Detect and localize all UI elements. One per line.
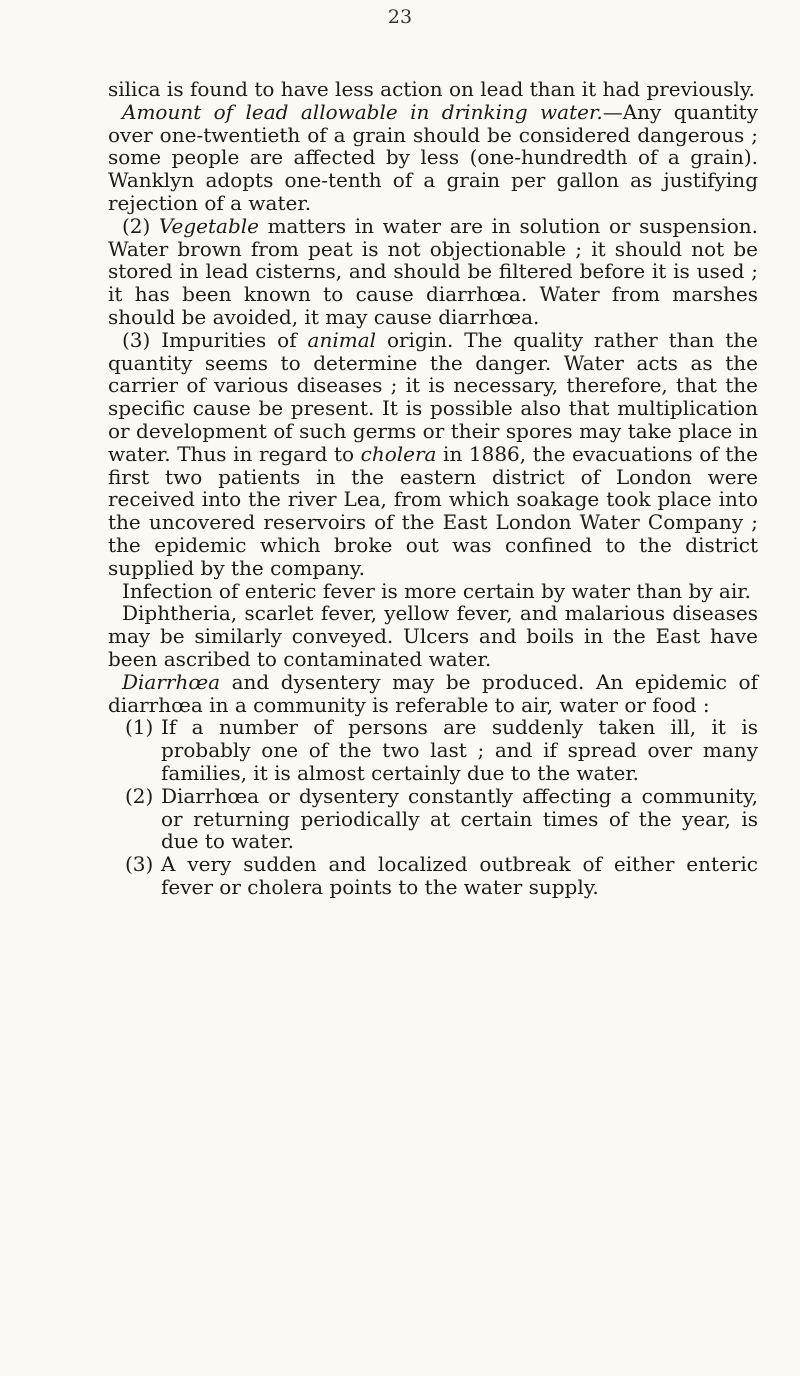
paragraph-text: matters in water are in solution or suspension. Water brown from peat is not objectionable ; it should not be stored in lead cisterns, and should be filtered before it is used ; it has been known to cause diarrhœa. Water from marshes should be avoided, it may cause diarrhœa. bbox=[108, 213, 759, 329]
paragraph-text: origin. The quality rather than the quantity seems to determine the danger. Water acts as the carrier of various diseases ; it is necessary, therefore, that the specific cause be present. It is possible also that multiplication or development of such germs or their spores may take place in water. Thus in regard to bbox=[108, 327, 758, 466]
paragraph-vegetable-matters bbox=[108, 215, 758, 329]
list-item-number: (1) bbox=[125, 715, 154, 740]
list-item-text: A very sudden and localized outbreak of either enteric fever or cholera points to the water supply. bbox=[161, 852, 758, 899]
heading-italic: Amount of lead allowable in drinking water. bbox=[122, 99, 603, 124]
paragraph-diarrhoea bbox=[108, 671, 758, 717]
list-item-number: (2) bbox=[125, 783, 154, 808]
emphasis-italic: animal bbox=[307, 327, 377, 352]
emphasis-italic: Vegetable bbox=[158, 213, 259, 238]
list-item bbox=[108, 853, 758, 899]
paragraph-animal-impurities bbox=[108, 329, 758, 580]
page-number: 23 bbox=[387, 6, 413, 28]
paragraph-text: Diphtheria, scarlet fever, yellow fever, and malarious diseases may be similarly conveyed. Ulcers and boils in the East have been ascribed to contaminated water. bbox=[108, 601, 758, 671]
paragraph-text: in 1886, the evacuations of the first two patients in the eastern district of London were received into the river Lea, from which soakage took place into the uncovered reservoirs of the East London Water Company ; the epidemic which broke out was confined to the district supplied by the company. bbox=[108, 441, 758, 580]
emphasis-italic: cholera bbox=[360, 441, 437, 466]
list-item-text: If a number of persons are suddenly taken ill, it is probably one of the two last ; and if spread over many families, it is almost certainly due to the water. bbox=[161, 715, 758, 785]
numbered-list bbox=[108, 716, 758, 898]
paragraph-text: (3) Impurities of bbox=[122, 327, 308, 352]
paragraph-text: —Any quantity over one-twentieth of a grain should be considered dangerous ; some people are affected by less (one-hundredth of a grain). Wanklyn adopts one-tenth of a grain per gallon as justifying rejection of a water. bbox=[108, 99, 758, 215]
list-item-number: (3) bbox=[125, 852, 154, 877]
list-item-text: Diarrhœa or dysentery constantly affecting a community, or returning periodically at certain times of the year, is due to water. bbox=[161, 783, 758, 854]
list-item bbox=[108, 785, 758, 853]
emphasis-italic: Diarrhœa bbox=[122, 669, 221, 694]
paragraph-enteric-fever bbox=[108, 580, 758, 603]
paragraph-text: Infection of enteric fever is more certain by water than by air. bbox=[122, 578, 751, 603]
list-item bbox=[108, 716, 758, 784]
paragraph-text: (2) bbox=[122, 213, 159, 238]
paragraph-amount-of-lead bbox=[108, 101, 758, 215]
body-text bbox=[108, 78, 758, 899]
paragraph-diphtheria bbox=[108, 602, 758, 670]
paragraph-text: silica is found to have less action on lead than it had previously. bbox=[108, 77, 755, 101]
paragraph-text: and dysentery may be produced. An epidemic of diarrhœa in a community is referable to air, water or food : bbox=[108, 669, 758, 717]
paragraph-lead-silica bbox=[108, 78, 758, 101]
